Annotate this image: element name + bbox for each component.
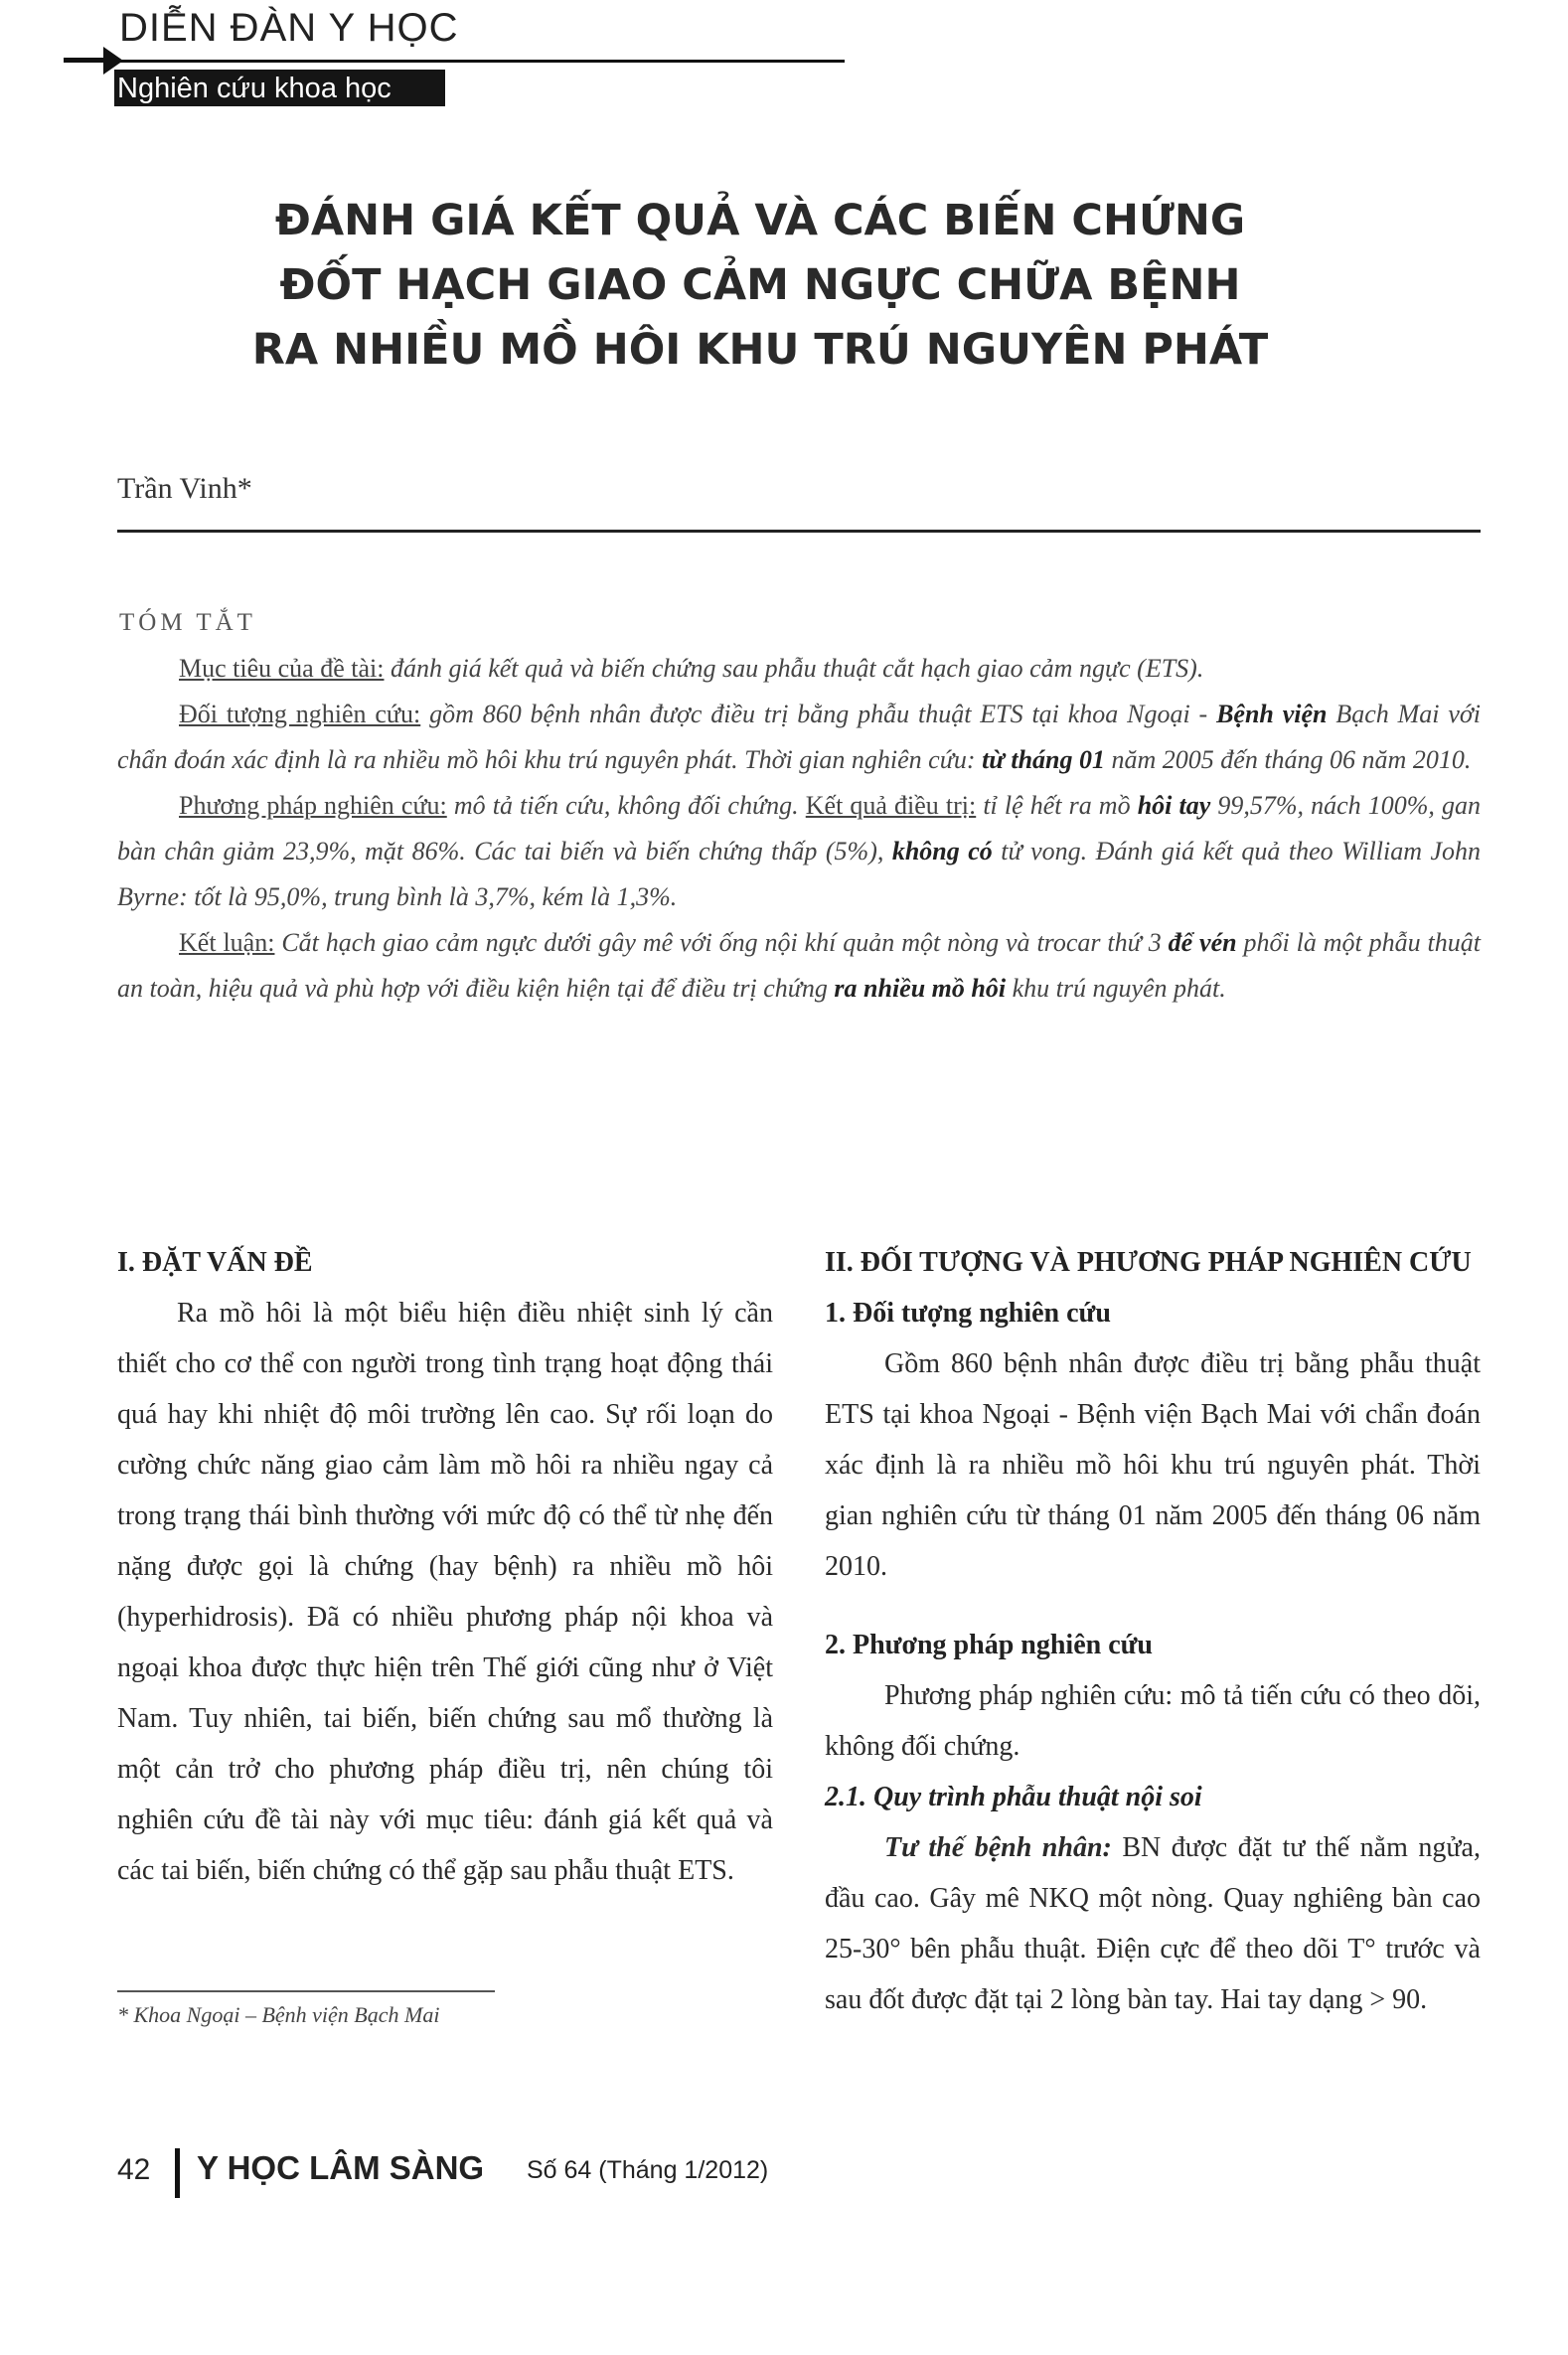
subjects-bold-2: từ tháng 01 — [982, 745, 1106, 774]
subjects-bold: Bệnh viện — [1216, 700, 1328, 728]
section-label: Nghiên cứu khoa học — [117, 73, 392, 104]
intro-paragraph: Ra mồ hôi là một biểu hiện điều nhiệt sinh lý cần thiết cho cơ thể con người trong tình trạng hoạt động thái quá hay khi nhiệt độ môi trường lên cao. Sự rối loạn do cường chức năng giao cảm làm mồ hôi ra nhiều ngay cả trong trạng thái bình thường với mức độ có thể từ nhẹ đến nặng được gọi là chứng (hay bệnh) ra nhiều mồ hôi (hyperhidrosis). Đã có nhiều phương pháp nội khoa và ngoại khoa được thực hiện trên Thế giới cũng như ở Việt Nam. Tuy nhiên, tai biến, biến chứng sau mổ thường là một cản trở cho phương pháp điều trị, nên chúng tôi nghiên cứu đề tài này với mục tiêu: đánh giá kết quả và các tai biến, biến chứng có thể gặp sau phẫu thuật ETS. — [117, 1298, 773, 1886]
subjects-text-2: Bạch Mai với chẩn đoán xác định là ra nhiều mồ hôi khu trú nguyên phát. Thời gian nghiên cứu: — [117, 700, 1481, 774]
subjects-paragraph: Gồm 860 bệnh nhân được điều trị bằng phẫu thuật ETS tại khoa Ngoại - Bệnh viện Bạch Mai với chẩn đoán xác định là ra nhiều mồ hôi khu trú nguyên phát. Thời gian nghiên cứu từ tháng 01 năm 2005 đến tháng 06 năm 2010. — [825, 1348, 1481, 1582]
footnote-rule — [117, 1990, 495, 1992]
abstract-conclusion — [117, 920, 1481, 1012]
author: Trần Vinh* — [117, 472, 252, 505]
objective-label: Mục tiêu của đề tài: — [179, 654, 385, 683]
spacer — [825, 1592, 1481, 1620]
abstract-subjects — [117, 692, 1481, 783]
procedure-subheading: 2.1. Quy trình phẫu thuật nội soi — [825, 1782, 1202, 1812]
conclusion-label: Kết luận: — [179, 928, 275, 957]
method-label: Phương pháp nghiên cứu: — [179, 791, 447, 820]
conclusion-text-3: khu trú nguyên phát. — [1006, 974, 1226, 1003]
position-lead: Tư thế bệnh nhân: — [884, 1832, 1112, 1863]
journal-name: Y HỌC LÂM SÀNG — [197, 2149, 485, 2186]
right-column — [825, 1237, 1481, 2025]
result-text-3: tử vong. Đánh giá kết quả theo William John Byrne: tốt là 95,0%, trung bình là 3,7%, kém là 1,3%. — [117, 837, 1481, 911]
title-line-2: ĐỐT HẠCH GIAO CẢM NGỰC CHỮA BỆNH — [279, 260, 1241, 310]
subjects-text-3: năm 2005 đến tháng 06 năm 2010. — [1105, 745, 1472, 774]
result-bold-2: không có — [891, 837, 993, 865]
intro-heading: I. ĐẶT VẤN ĐỀ — [117, 1247, 313, 1278]
abstract-objective — [117, 646, 1481, 692]
conclusion-text: Cắt hạch giao cảm ngực dưới gây mê với ống nội khí quản một nòng và trocar thứ 3 — [274, 928, 1169, 957]
page-number: 42 — [117, 2153, 151, 2186]
article-title — [179, 189, 1341, 383]
subjects-label: Đối tượng nghiên cứu: — [179, 700, 421, 728]
result-bold: hôi tay — [1137, 791, 1211, 820]
footnote: * Khoa Ngoại – Bệnh viện Bạch Mai — [117, 2002, 440, 2027]
subjects-text: gồm 860 bệnh nhân được điều trị bằng phẫu thuật ETS tại khoa Ngoại - — [420, 700, 1217, 728]
footer-bar — [175, 2148, 180, 2198]
title-line-1: ĐÁNH GIÁ KẾT QUẢ VÀ CÁC BIẾN CHỨNG — [274, 196, 1246, 245]
conclusion-bold-2: ra nhiều mồ hôi — [834, 974, 1007, 1003]
objective-text: đánh giá kết quả và biến chứng sau phẫu thuật cắt hạch giao cảm ngực (ETS). — [384, 654, 1204, 683]
method-paragraph: Phương pháp nghiên cứu: mô tả tiến cứu có theo dõi, không đối chứng. — [825, 1680, 1481, 1762]
method-subheading: 2. Phương pháp nghiên cứu — [825, 1630, 1153, 1660]
methods-heading: II. ĐỐI TƯỢNG VÀ PHƯƠNG PHÁP NGHIÊN CỨU — [825, 1247, 1472, 1278]
conclusion-text-2: phổi là một phẫu thuật an toàn, hiệu quả và phù hợp với điều kiện hiện tại để điều trị chứng — [117, 928, 1481, 1003]
result-text-2: 99,57%, nách 100%, gan bàn chân giảm 23,9%, mặt 86%. Các tai biến và biến chứng thấp (5%), — [117, 791, 1481, 865]
abstract-method-result — [117, 783, 1481, 920]
conclusion-bold: để vén — [1168, 928, 1237, 957]
issue-info: Số 64 (Tháng 1/2012) — [527, 2156, 769, 2184]
procedure-paragraph — [825, 1822, 1481, 2025]
abstract-heading: TÓM TẮT — [119, 609, 256, 636]
author-rule — [117, 530, 1481, 533]
method-text: mô tả tiến cứu, không đối chứng. — [446, 791, 806, 820]
left-column — [117, 1237, 773, 1896]
header-rule — [114, 60, 845, 63]
result-text: tỉ lệ hết ra mồ — [976, 791, 1138, 820]
result-label: Kết quả điều trị: — [805, 791, 977, 820]
header-category: DIỄN ĐÀN Y HỌC — [119, 6, 459, 50]
title-line-3: RA NHIỀU MỒ HÔI KHU TRÚ NGUYÊN PHÁT — [251, 325, 1269, 375]
position-text: BN được đặt tư thế nằm ngửa, đầu cao. Gây mê NKQ một nòng. Quay nghiêng bàn cao 25-30° bên phẫu thuật. Điện cực để theo dõi T° trước và sau đốt được đặt tại 2 lòng bàn tay. Hai tay dạng > 90. — [825, 1832, 1481, 2015]
abstract — [117, 646, 1481, 1012]
subjects-subheading: 1. Đối tượng nghiên cứu — [825, 1298, 1111, 1329]
